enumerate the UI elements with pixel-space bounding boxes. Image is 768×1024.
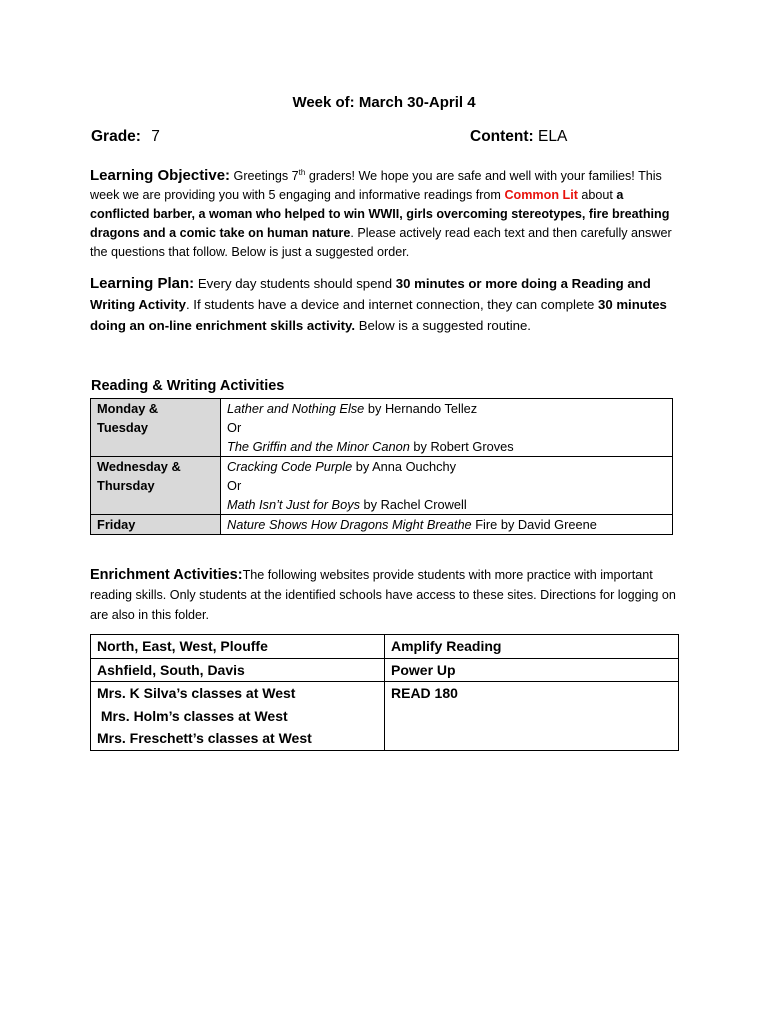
enrichment-table	[90, 634, 679, 751]
common-lit-link[interactable]: Common Lit	[504, 188, 578, 203]
enrichment-text: The following websites provide students with more practice with important reading skills. Only students at the identified schools have access to these sites. Directions for logging on are also in this folder.	[90, 568, 676, 622]
program-cell: Power Up	[385, 658, 679, 682]
text-author: Fire by David Greene	[471, 517, 597, 532]
day-label: Wednesday &	[97, 459, 181, 474]
activity-cell	[221, 399, 673, 457]
schools-cell	[91, 682, 385, 751]
program-cell: Amplify Reading	[385, 635, 679, 659]
grade-value: 7	[151, 128, 160, 145]
or-label: Or	[227, 478, 242, 493]
school-line: Mrs. K Silva’s classes at West	[97, 685, 296, 701]
objective-text: . Please actively read each text and then carefully answer the questions that follow. Below is just a suggested order.	[90, 226, 672, 260]
table-row	[91, 635, 679, 659]
table-row	[91, 658, 679, 682]
text-author: by Anna Ouchchy	[352, 459, 457, 474]
table-row	[91, 515, 673, 535]
text-title: The Griffin and the Minor Canon	[227, 439, 410, 454]
text-author: by Hernando Tellez	[364, 401, 478, 416]
day-label: Friday	[97, 517, 136, 532]
or-label: Or	[227, 420, 242, 435]
activity-cell	[221, 515, 673, 535]
enrichment-heading: Enrichment Activities:	[90, 567, 243, 583]
objective-text: about	[577, 188, 617, 203]
table-row	[91, 457, 673, 515]
grade-line	[91, 128, 160, 146]
school-line: Mrs. Freschett’s classes at West	[97, 730, 312, 746]
plan-bold: 30 minutes doing an on-line enrichment skills activity.	[90, 297, 667, 333]
content-label: Content:	[470, 128, 534, 145]
table-row	[91, 682, 679, 751]
content-value: ELA	[538, 128, 568, 145]
day-label: Monday &	[97, 401, 159, 416]
text-author: by Robert Groves	[409, 439, 514, 454]
text-title: Cracking Code Purple	[227, 459, 353, 474]
day-label: Thursday	[97, 478, 155, 493]
day-cell	[91, 515, 221, 535]
objective-text: graders! We hope you are safe and well with your families! This week we are providing you with 5 engaging and informative readings from	[90, 169, 662, 203]
page-title: Week of: March 30-April 4	[292, 94, 476, 111]
text-author: by Rachel Crowell	[360, 497, 467, 512]
plan-text: Below is a suggested routine.	[355, 318, 531, 333]
enrichment-section	[90, 565, 680, 625]
reading-heading: Reading & Writing Activities	[91, 378, 285, 394]
plan-bold: 30 minutes or more doing a Reading and Writing Activity	[90, 276, 651, 312]
activity-cell	[221, 457, 673, 515]
text-title: Math Isn’t Just for Boys	[227, 497, 360, 512]
superscript-th: th	[298, 168, 306, 177]
content-line	[470, 128, 567, 146]
day-label: Tuesday	[97, 420, 148, 435]
table-row	[91, 399, 673, 457]
plan-heading: Learning Plan:	[90, 275, 195, 292]
reading-table	[90, 398, 673, 535]
objective-topics: a conflicted barber, a woman who helped to win WWII, girls overcoming stereotypes, fire breathing dragons and a comic take on human nature	[90, 188, 670, 241]
schools-cell: North, East, West, Plouffe	[91, 635, 385, 659]
learning-plan	[90, 273, 680, 336]
plan-text: Every day students should spend	[194, 276, 396, 291]
day-cell	[91, 399, 221, 457]
day-cell	[91, 457, 221, 515]
program-cell: READ 180	[385, 682, 679, 751]
grade-label: Grade:	[91, 128, 141, 145]
schools-cell: Ashfield, South, Davis	[91, 658, 385, 682]
objective-heading: Learning Objective:	[90, 167, 231, 185]
objective-text: Greetings 7	[233, 169, 299, 184]
school-line: Mrs. Holm’s classes at West	[97, 707, 288, 724]
text-title: Nature Shows How Dragons Might Breathe	[227, 517, 472, 532]
text-title: Lather and Nothing Else	[227, 401, 365, 416]
learning-objective	[90, 163, 680, 262]
plan-text: . If students have a device and internet connection, they can complete	[185, 297, 598, 312]
